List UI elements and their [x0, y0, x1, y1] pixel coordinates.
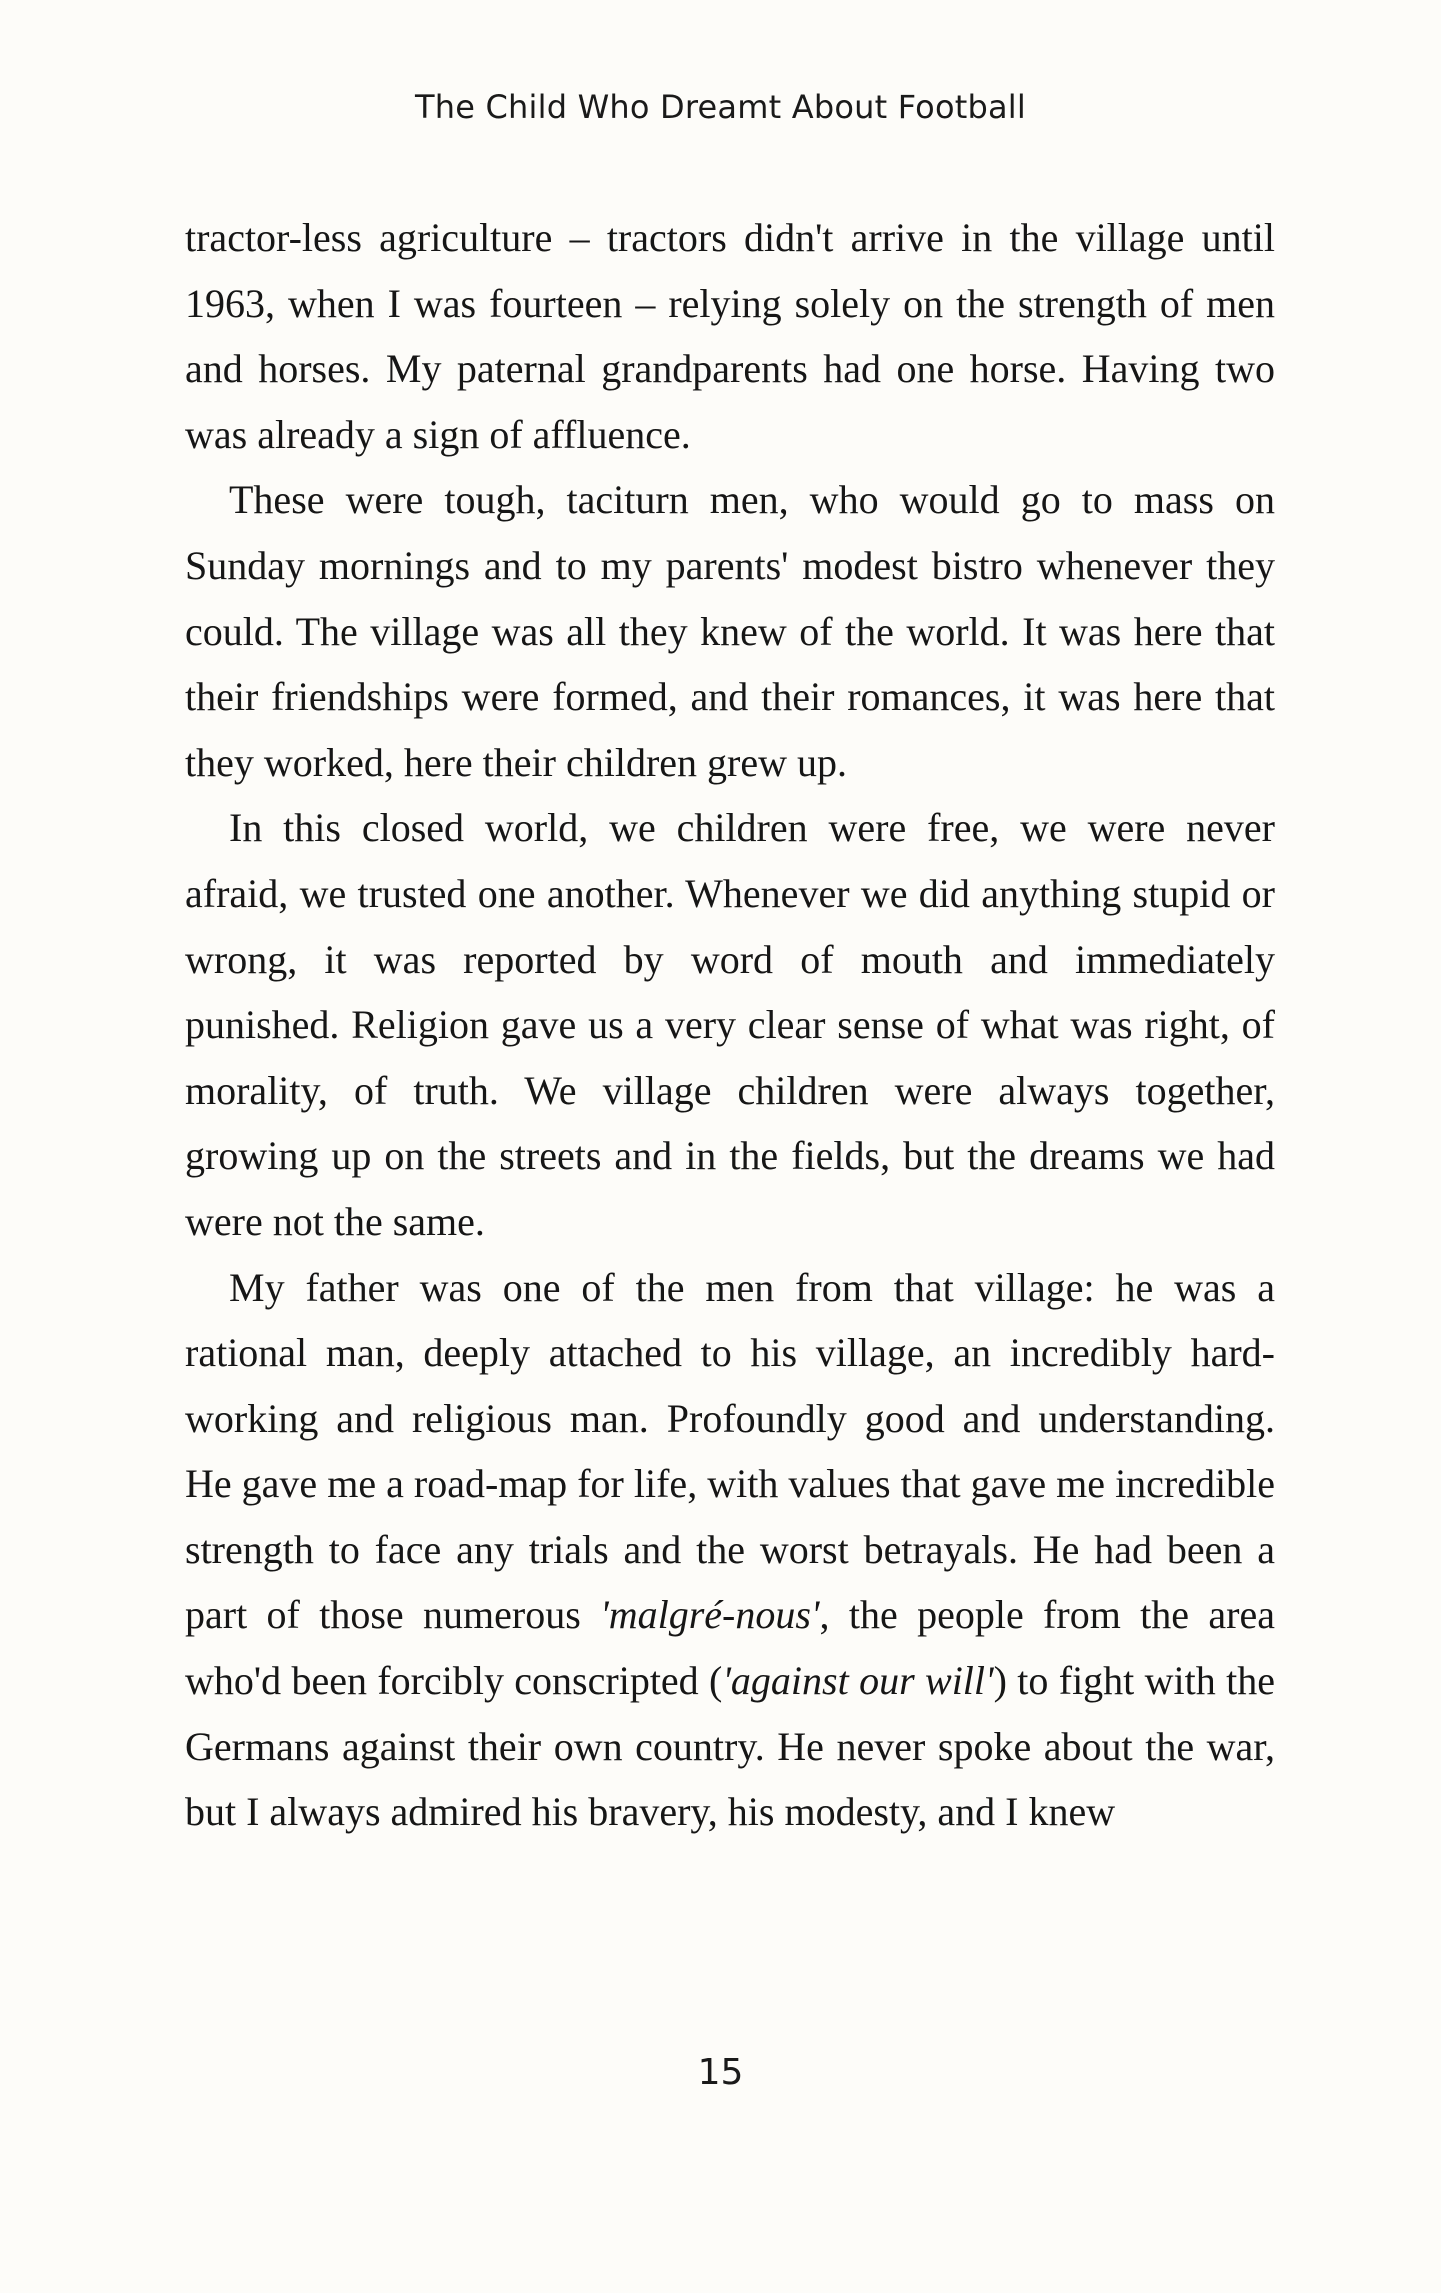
- italic-term-malgre-nous: 'malgré-nous': [600, 1592, 820, 1638]
- paragraph-4-text-1: My father was one of the men from that village: he was a rational man, deeply attached to his village, an incredibly hard-working and religious man. Profoundly good and understanding. He gave me a road-map for life, with values that gave me incredible strength to face any trials and the worst betrayals. He had been a part of those numerous: [185, 1264, 1275, 1638]
- paragraph-3: In this closed world, we children were free, we were never afraid, we trusted one another. Whenever we did anything stupid or wrong, it was reported by word of mouth and immediately punished. Religion gave us a very clear sense of what was right, of morality, of truth. We village children were always together, growing up on the streets and in the fields, but the dreams we had were not the same.: [185, 805, 1275, 1244]
- paragraph-4-text-3: ) to fight with the Germans against their own country. He never spoke about the war, but I always admired his bravery, his modesty, and I knew: [185, 1658, 1275, 1835]
- page-number: 15: [697, 2052, 744, 2093]
- body-text: [185, 205, 1275, 1845]
- running-head: The Child Who Dreamt About Football: [415, 88, 1026, 126]
- italic-term-against-our-will: 'against our will': [722, 1658, 994, 1704]
- paragraph-2: These were tough, taciturn men, who would go to mass on Sunday mornings and to my parents' modest bistro whenever they could. The village was all they knew of the world. It was here that their friendships were formed, and their romances, it was here that they worked, here their children grew up.: [185, 477, 1275, 785]
- paragraph-4-text-2: , the people from the area who'd been forcibly conscripted (: [185, 1592, 1275, 1704]
- paragraph-4: [185, 1255, 1275, 1845]
- paragraph-1: tractor-less agriculture – tractors didn't arrive in the village until 1963, when I was fourteen – relying solely on the strength of men and horses. My paternal grandparents had one horse. Having two was already a sign of affluence.: [185, 215, 1275, 457]
